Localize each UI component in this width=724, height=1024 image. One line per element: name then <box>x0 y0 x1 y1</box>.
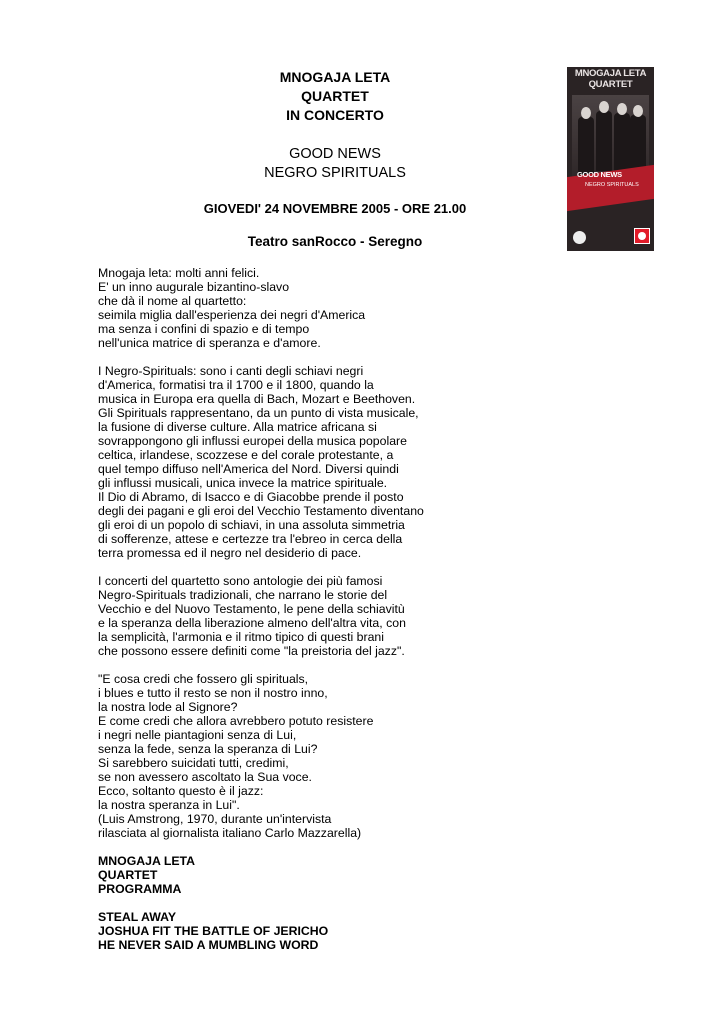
text-line: la nostra lode al Signore? <box>98 700 238 714</box>
text-line: la semplicità, l'armonia e il ritmo tipico di questi brani <box>98 630 384 644</box>
text-line: PROGRAMMA <box>98 882 182 896</box>
title-line: QUARTET <box>301 88 369 104</box>
title-line: MNOGAJA LETA <box>279 69 391 85</box>
concert-subtitle <box>200 145 470 183</box>
text-line: nell'unica matrice di speranza e d'amore. <box>98 336 321 350</box>
document-body <box>98 266 458 952</box>
concert-venue: Teatro sanRocco - Seregno <box>247 234 423 249</box>
poster-title-line: MNOGAJA LETA <box>574 68 647 79</box>
concert-poster-image <box>567 67 654 251</box>
poster-title-line: QUARTET <box>588 79 633 90</box>
text-line: Mnogaja leta: molti anni felici. <box>98 266 260 280</box>
text-line: MNOGAJA LETA <box>98 854 196 868</box>
text-line: degli dei pagani e gli eroi del Vecchio Testamento diventano <box>98 504 424 518</box>
text-line: e la speranza della liberazione almeno dell'altra vita, con <box>98 616 406 630</box>
text-line: musica in Europa era quella di Bach, Mozart e Beethoven. <box>98 392 416 406</box>
text-line: la nostra speranza in Lui". <box>98 798 240 812</box>
text-line: Ecco, soltanto questo è il jazz: <box>98 784 264 798</box>
text-line: i blues e tutto il resto se non il nostro inno, <box>98 686 328 700</box>
song-list <box>98 910 458 952</box>
text-line: se non avessero ascoltato la Sua voce. <box>98 770 312 784</box>
poster-banner-sub: NEGRO SPIRITUALS <box>585 182 639 188</box>
text-line: terra promessa ed il negro nel desiderio di pace. <box>98 546 362 560</box>
song-title: JOSHUA FIT THE BATTLE OF JERICHO <box>98 924 329 938</box>
title-line: IN CONCERTO <box>286 107 384 123</box>
text-line: i negri nelle piantagioni senza di Lui, <box>98 728 297 742</box>
paragraph-quote <box>98 672 458 840</box>
programma-heading <box>98 854 458 896</box>
text-line: I Negro-Spirituals: sono i canti degli schiavi negri <box>98 364 364 378</box>
text-line: rilasciata al giornalista italiano Carlo Mazzarella) <box>98 826 362 840</box>
text-line: che possono essere definiti come "la preistoria del jazz". <box>98 644 405 658</box>
text-line: Negro-Spirituals tradizionali, che narrano le storie del <box>98 588 388 602</box>
text-line: quel tempo diffuso nell'America del Nord. Diversi quindi <box>98 462 399 476</box>
subtitle-line: NEGRO SPIRITUALS <box>264 165 406 181</box>
text-line: Si sarebbero suicidati tutti, credimi, <box>98 756 289 770</box>
paragraph-concerts <box>98 574 458 658</box>
text-line: celtica, irlandese, scozzese e del corale protestante, a <box>98 448 394 462</box>
text-line: Vecchio e del Nuovo Testamento, le pene della schiavitù <box>98 602 405 616</box>
text-line: sovrappongono gli influssi europei della musica popolare <box>98 434 407 448</box>
text-line: Gli Spirituals rappresentano, da un punto di vista musicale, <box>98 406 419 420</box>
paragraph-intro <box>98 266 458 350</box>
text-line: Il Dio di Abramo, di Isacco e di Giacobbe prende il posto <box>98 490 404 504</box>
text-line: E' un inno augurale bizantino-slavo <box>98 280 290 294</box>
poster-logo-left <box>573 231 586 244</box>
concert-date: GIOVEDI' 24 NOVEMBRE 2005 - ORE 21.00 <box>203 201 467 216</box>
text-line: QUARTET <box>98 868 158 882</box>
song-title: STEAL AWAY <box>98 910 177 924</box>
text-line: la fusione di diverse culture. Alla matrice africana si <box>98 420 377 434</box>
text-line: E come credi che allora avrebbero potuto resistere <box>98 714 374 728</box>
text-line: gli influssi musicali, unica invece la matrice spirituale. <box>98 476 388 490</box>
text-line: d'America, formatisi tra il 1700 e il 1800, quando la <box>98 378 374 392</box>
concert-title <box>200 68 470 125</box>
text-line: di sofferenze, attese e certezze tra l'ebreo in cerca della <box>98 532 403 546</box>
text-line: seimila miglia dall'esperienza dei negri d'America <box>98 308 366 322</box>
song-title: HE NEVER SAID A MUMBLING WORD <box>98 938 319 952</box>
paragraph-spirituals <box>98 364 458 560</box>
subtitle-line: GOOD NEWS <box>289 146 381 162</box>
text-line: "E cosa credi che fossero gli spirituals, <box>98 672 309 686</box>
poster-logo-right <box>634 228 650 244</box>
text-line: ma senza i confini di spazio e di tempo <box>98 322 310 336</box>
text-line: senza la fede, senza la speranza di Lui? <box>98 742 318 756</box>
text-line: che dà il nome al quartetto: <box>98 294 247 308</box>
poster-title <box>569 68 652 90</box>
text-line: I concerti del quartetto sono antologie dei più famosi <box>98 574 383 588</box>
text-line: (Luis Amstrong, 1970, durante un'intervista <box>98 812 332 826</box>
text-line: gli eroi di un popolo di schiavi, in una assoluta simmetria <box>98 518 405 532</box>
poster-banner-main: GOOD NEWS <box>577 170 622 179</box>
